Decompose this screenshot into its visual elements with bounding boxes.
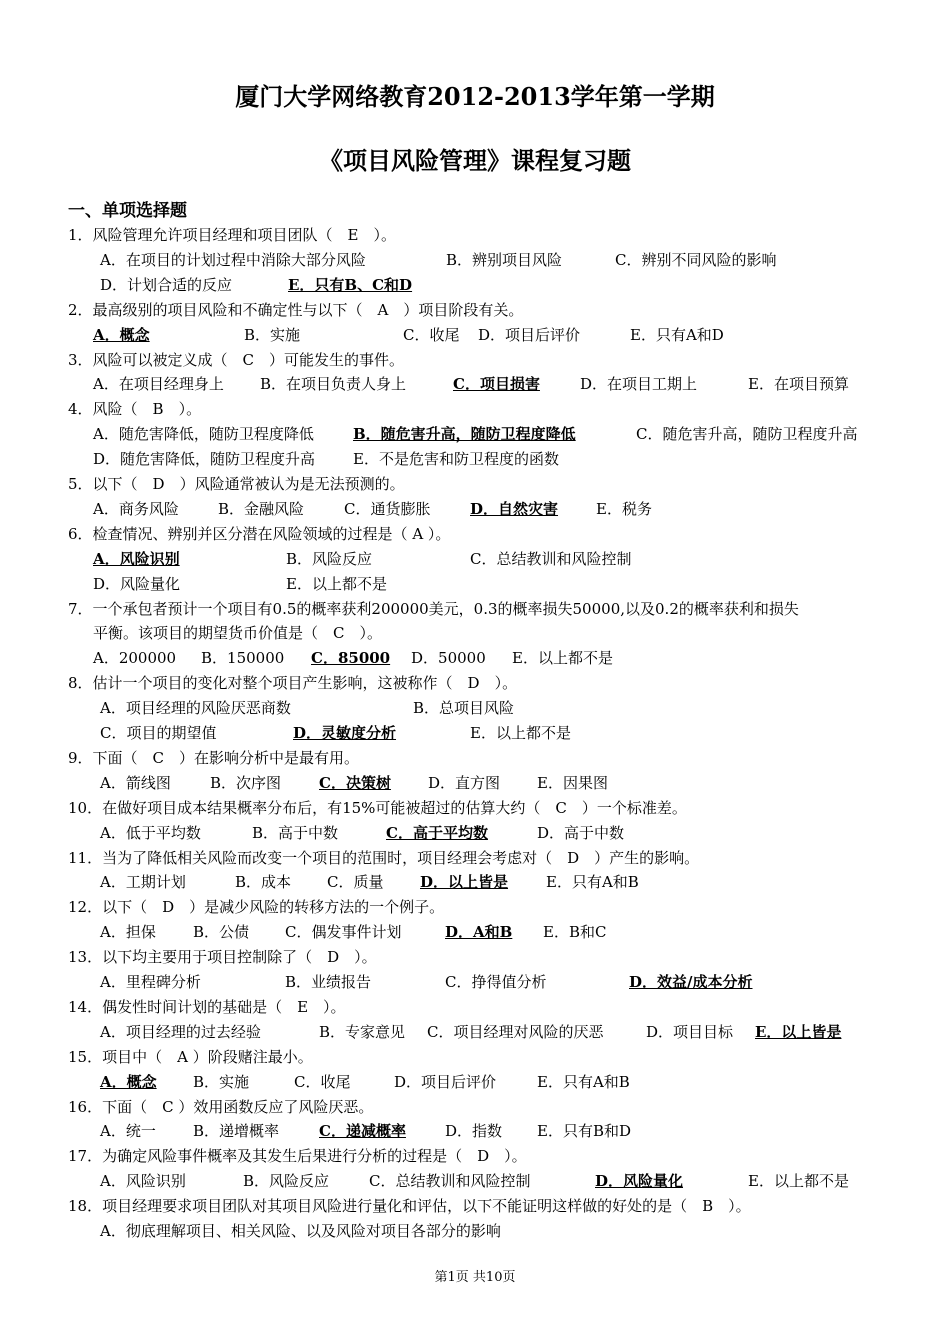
- answer-option: D．风险量化: [595, 1172, 684, 1191]
- option: C．收尾: [294, 1072, 351, 1091]
- option-row: [0, 970, 950, 995]
- option: B．风险反应: [286, 549, 373, 568]
- option-row: [0, 372, 950, 397]
- answer-option: D．以上皆是: [420, 873, 509, 892]
- option: B．成本: [235, 873, 292, 892]
- option: A．风险识别: [100, 1172, 186, 1191]
- question-stem: 8．估计一个项目的变化对整个项目产生影响，这被称作（ D ）。: [68, 674, 518, 693]
- option: C．项目的期望值: [100, 724, 217, 742]
- option: C．总结教训和风险控制: [369, 1172, 531, 1191]
- option: A．里程碑分析: [100, 973, 201, 991]
- option: E．不是危害和防卫程度的函数: [353, 450, 559, 469]
- question-stem: 17．为确定风险事件概率及其发生后果进行分析的过程是（ D ）。: [68, 1147, 527, 1166]
- option: E．只有B和D: [537, 1122, 631, 1141]
- question-stem: 16．下面（ C ）效用函数反应了风险厌恶。: [68, 1097, 374, 1116]
- option: B．实施: [193, 1072, 250, 1091]
- option: D．50000: [411, 649, 486, 668]
- option: D．项目后评价: [478, 325, 581, 344]
- option: A．项目经理的过去经验: [100, 1022, 261, 1041]
- option: A．商务风险: [93, 499, 179, 518]
- section-heading: 一、单项选择题: [68, 201, 187, 221]
- option-row: [0, 1169, 950, 1194]
- option-row: [0, 696, 950, 721]
- option: E．以上都不是: [286, 574, 387, 593]
- option: A．彻底理解项目、相关风险、以及风险对项目各部分的影响: [100, 1222, 501, 1240]
- question-stem: 2．最高级别的项目风险和不确定性与以下（ A ）项目阶段有关。: [68, 300, 524, 319]
- option: B．专家意见: [319, 1022, 406, 1041]
- option: D．项目后评价: [394, 1072, 497, 1091]
- option: A．项目经理的风险厌恶商数: [100, 699, 291, 718]
- option-row: [0, 1119, 950, 1144]
- option-row: [0, 1070, 950, 1095]
- option: B．辨别项目风险: [446, 250, 563, 269]
- option: D．直方图: [428, 773, 501, 792]
- option: E．以上都不是: [512, 649, 613, 668]
- option: A．在项目的计划过程中消除大部分风险: [100, 250, 366, 269]
- option: C．随危害升高，随防卫程度升高: [636, 425, 858, 444]
- option: D．指数: [445, 1122, 503, 1141]
- option: B．高于中数: [252, 823, 339, 842]
- option-row: [0, 248, 950, 273]
- question-stem: 4．风险（ B ）。: [68, 400, 202, 419]
- option: D．高于中数: [537, 823, 625, 842]
- option: E．因果图: [537, 773, 608, 792]
- question-stem: 5．以下（ D ）风险通常被认为是无法预测的。: [68, 475, 405, 493]
- option: A．随危害降低，随防卫程度降低: [93, 425, 314, 444]
- option: C．偶发事件计划: [285, 923, 402, 942]
- answer-option: C．项目损害: [453, 375, 540, 394]
- option: B．风险反应: [243, 1172, 330, 1191]
- answer-option: C．递减概率: [319, 1122, 406, 1141]
- option: B．实施: [244, 325, 301, 344]
- option-row: [0, 646, 950, 671]
- option: D．风险量化: [93, 574, 181, 593]
- option: A．工期计划: [100, 873, 186, 892]
- option: B．递增概率: [193, 1122, 280, 1141]
- option: B．公债: [193, 923, 250, 942]
- option-row: [0, 920, 950, 945]
- option: A．在项目经理身上: [93, 375, 224, 394]
- option: E．只有A和B: [537, 1072, 630, 1091]
- option: C．项目经理对风险的厌恶: [427, 1022, 604, 1041]
- option: A．统一: [100, 1122, 156, 1141]
- answer-option: D．灵敏度分析: [293, 724, 397, 742]
- answer-option: C．高于平均数: [386, 823, 488, 842]
- option: D．在项目工期上: [580, 375, 698, 394]
- option-row: [0, 447, 950, 472]
- answer-option: E．以上皆是: [755, 1022, 842, 1041]
- course-title: 《项目风险管理》课程复习题: [319, 146, 631, 175]
- answer-option: D．A和B: [445, 923, 513, 942]
- option: C．收尾: [403, 325, 460, 344]
- option-row: [0, 1020, 950, 1045]
- option: E．在项目预算: [748, 375, 849, 394]
- option-row: [0, 771, 950, 796]
- answer-option: E．只有B、C和D: [288, 275, 413, 294]
- option: C．挣得值分析: [445, 973, 547, 991]
- question-stem: 10．在做好项目成本结果概率分布后，有15%可能被超过的估算大约（ C ）一个标准差。: [68, 798, 687, 817]
- option: B．金融风险: [218, 499, 305, 518]
- option: D．项目目标: [646, 1022, 734, 1041]
- option-row: [0, 547, 950, 572]
- answer-option: C．决策树: [319, 773, 391, 792]
- question-stem: 15．项目中（ A ）阶段赌注最小。: [68, 1047, 313, 1066]
- option: B．业绩报告: [285, 973, 372, 991]
- question-stem: 1．风险管理允许项目经理和项目团队（ E ）。: [68, 226, 396, 244]
- option-row: [0, 721, 950, 746]
- option: B．总项目风险: [413, 699, 515, 718]
- question-stem: 9．下面（ C ）在影响分析中是最有用。: [68, 748, 360, 767]
- option: A．200000: [93, 649, 177, 668]
- option: A．箭线图: [100, 773, 171, 792]
- option-row: [0, 870, 950, 895]
- option: C．通货膨胀: [344, 499, 431, 518]
- option: E．只有A和D: [630, 325, 724, 344]
- option: A．担保: [100, 923, 156, 942]
- answer-option: A．概念: [93, 325, 150, 344]
- option: E．税务: [596, 499, 652, 518]
- answer-option: C．85000: [311, 649, 391, 668]
- answer-option: A．风险识别: [93, 549, 180, 568]
- option: A．低于平均数: [100, 823, 201, 842]
- option-row: [0, 621, 950, 646]
- option: B．150000: [201, 649, 285, 668]
- option: E．以上都不是: [470, 724, 571, 742]
- question-stem: 7．一个承包者预计一个项目有0.5的概率获利200000美元，0.3的概率损失50000,以及0.2的概率获利和损失: [68, 599, 799, 618]
- option-row: [0, 1219, 950, 1244]
- option-row: [0, 323, 950, 348]
- option-row: [0, 572, 950, 597]
- answer-option: A．概念: [100, 1072, 157, 1091]
- option: C．总结教训和风险控制: [470, 549, 632, 568]
- answer-option: D．自然灾害: [470, 499, 559, 518]
- question-stem: 18．项目经理要求项目团队对其项目风险进行量化和评估，以下不能证明这样做的好处的是（ B ）。: [68, 1197, 751, 1216]
- answer-option: B．随危害升高，随防卫程度降低: [353, 425, 576, 444]
- document-title: 厦门大学网络教育2012-2013学年第一学期: [235, 82, 715, 111]
- option-row: [0, 273, 950, 298]
- option: C．质量: [327, 873, 384, 892]
- question-stem: 14．偶发性时间计划的基础是（ E ）。: [68, 997, 346, 1016]
- option-row: [0, 497, 950, 522]
- option: E．只有A和B: [546, 873, 639, 892]
- option-row: [0, 821, 950, 846]
- question-stem: 6．检查情况、辨别并区分潜在风险领域的过程是（ A ）。: [68, 524, 451, 543]
- option: B．在项目负责人身上: [260, 375, 407, 394]
- option: C．辨别不同风险的影响: [615, 250, 777, 269]
- page-footer: 第1页 共10页: [434, 1270, 516, 1285]
- answer-option: D．效益/成本分析: [629, 973, 753, 991]
- option-row: [0, 422, 950, 447]
- option: D．计划合适的反应: [100, 275, 233, 294]
- option: 平衡。该项目的期望货币价值是（ C ）。: [93, 624, 382, 643]
- option: E．B和C: [543, 923, 607, 942]
- option: B．次序图: [210, 773, 282, 792]
- question-stem: 12．以下（ D ）是减少风险的转移方法的一个例子。: [68, 898, 445, 917]
- question-stem: 13．以下均主要用于项目控制除了（ D ）。: [68, 948, 377, 967]
- option: E．以上都不是: [748, 1172, 849, 1191]
- question-stem: 11．当为了降低相关风险而改变一个项目的范围时，项目经理会考虑对（ D ）产生的影响。: [68, 848, 700, 867]
- option: D．随危害降低，随防卫程度升高: [93, 450, 316, 469]
- question-stem: 3．风险可以被定义成（ C ）可能发生的事件。: [68, 350, 405, 369]
